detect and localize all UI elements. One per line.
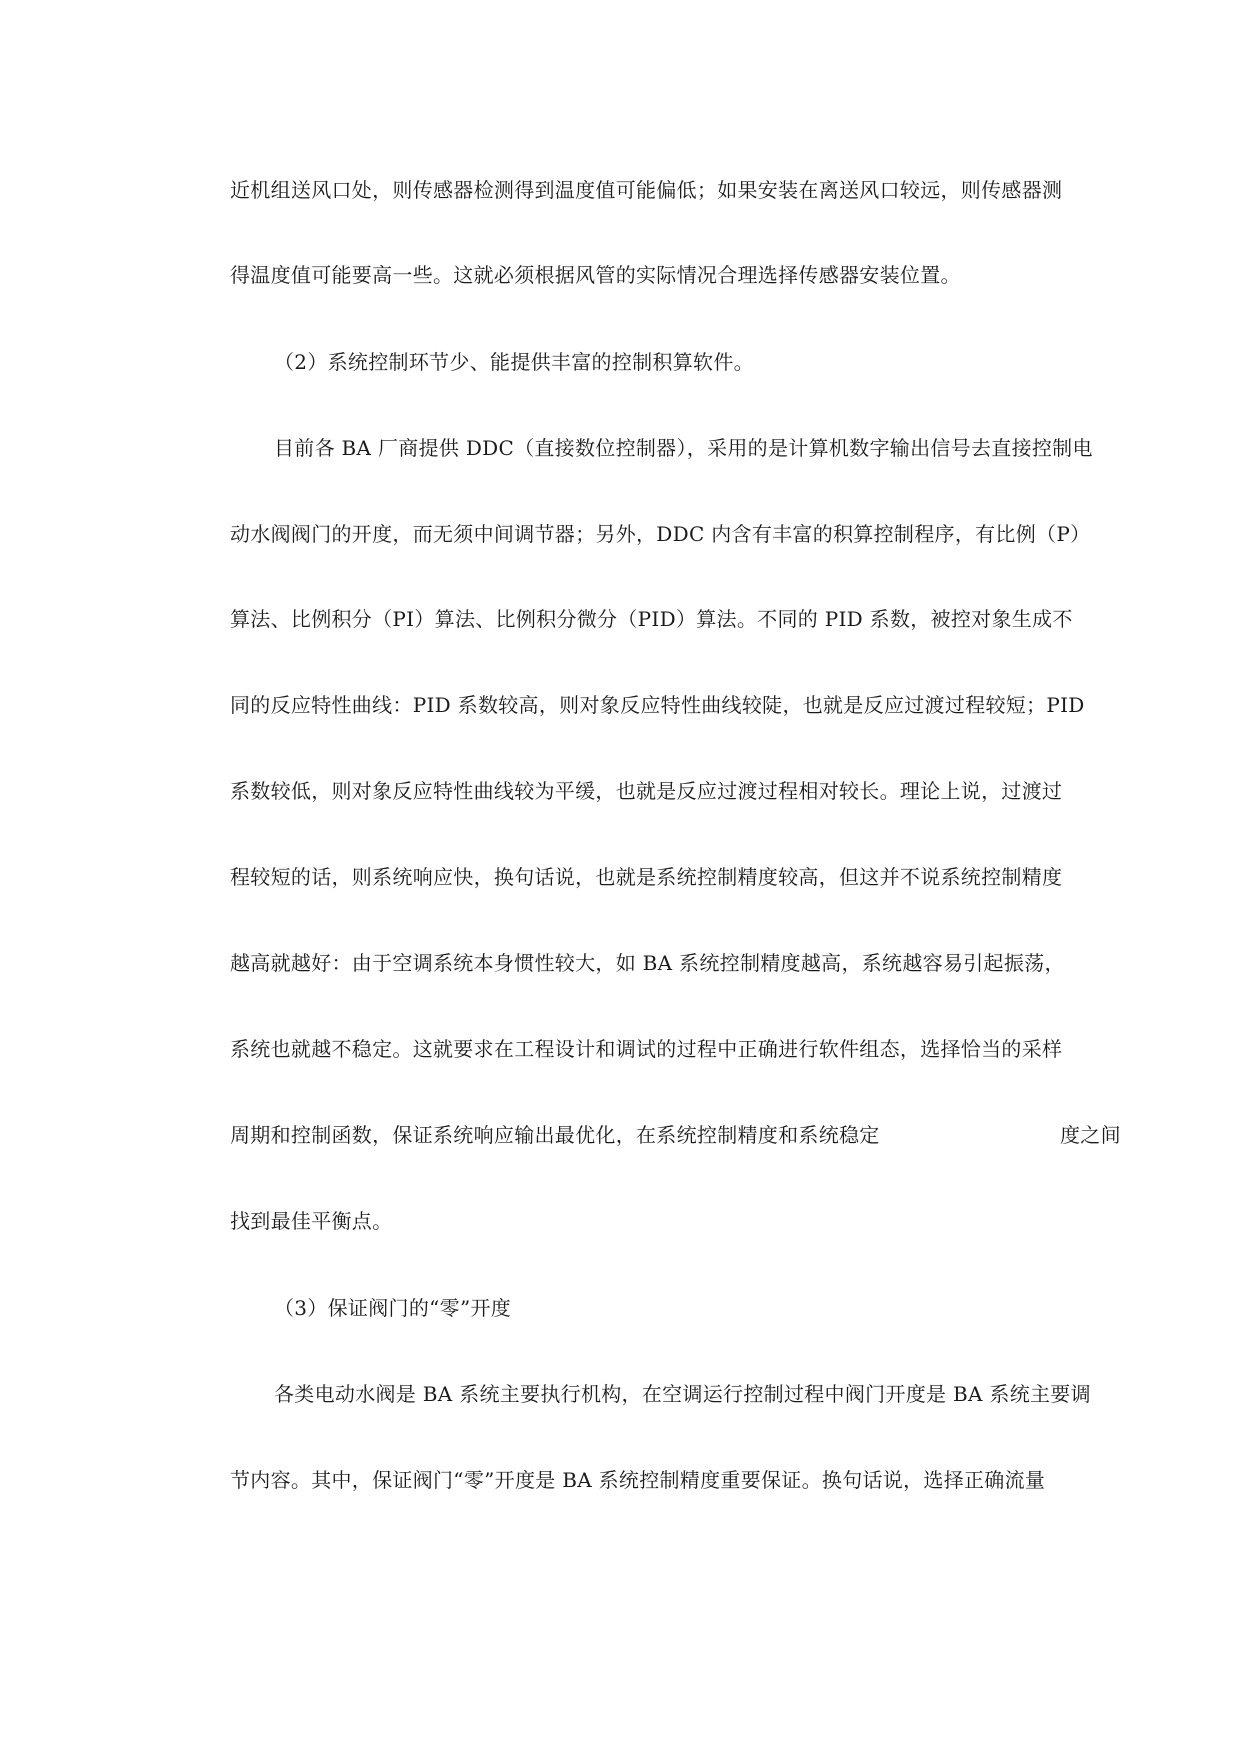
text-line: 算法、比例积分（PI）算法、比例积分微分（PID）算法。不同的 PID 系数，被控对象生成不	[230, 607, 1073, 631]
text-line: 目前各 BA 厂商提供 DDC（直接数位控制器），采用的是计算机数字输出信号去直接控制电	[274, 436, 1093, 460]
text-line-fragment: 度之间	[1060, 1123, 1121, 1147]
section-heading: （2）系统控制环节少、能提供丰富的控制积算软件。	[274, 350, 754, 374]
text-line: 系统也就越不稳定。这就要求在工程设计和调试的过程中正确进行软件组态，选择恰当的采样	[230, 1037, 1063, 1061]
text-line: 周期和控制函数，保证系统响应输出最优化，在系统控制精度和系统稳定	[230, 1123, 880, 1147]
text-line: 得温度值可能要高一些。这就必须根据风管的实际情况合理选择传感器安装位置。	[230, 263, 961, 287]
text-line: 节内容。其中，保证阀门“零”开度是 BA 系统控制精度重要保证。换句话说，选择正确流量	[230, 1468, 1046, 1492]
text-line: 各类电动水阀是 BA 系统主要执行机构，在空调运行控制过程中阀门开度是 BA 系统主要调	[274, 1382, 1091, 1406]
text-line: 动水阀阀门的开度，而无须中间调节器；另外，DDC 内含有丰富的积算控制程序，有比例（P）	[230, 522, 1091, 546]
text-line: 近机组送风口处，则传感器检测得到温度值可能偏低；如果安装在离送风口较远，则传感器测	[230, 178, 1063, 202]
text-line: 越高就越好：由于空调系统本身惯性较大，如 BA 系统控制精度越高，系统越容易引起振荡，	[230, 951, 1065, 975]
text-line: 系数较低，则对象反应特性曲线较为平缓，也就是反应过渡过程相对较长。理论上说，过渡过	[230, 779, 1063, 803]
section-heading: （3）保证阀门的“零”开度	[274, 1296, 512, 1320]
text-line: 同的反应特性曲线：PID 系数较高，则对象反应特性曲线较陡，也就是反应过渡过程较短；PID	[230, 693, 1085, 717]
text-line: 程较短的话，则系统响应快，换句话说，也就是系统控制精度较高，但这并不说系统控制精度	[230, 865, 1063, 889]
text-line: 找到最佳平衡点。	[230, 1209, 393, 1233]
